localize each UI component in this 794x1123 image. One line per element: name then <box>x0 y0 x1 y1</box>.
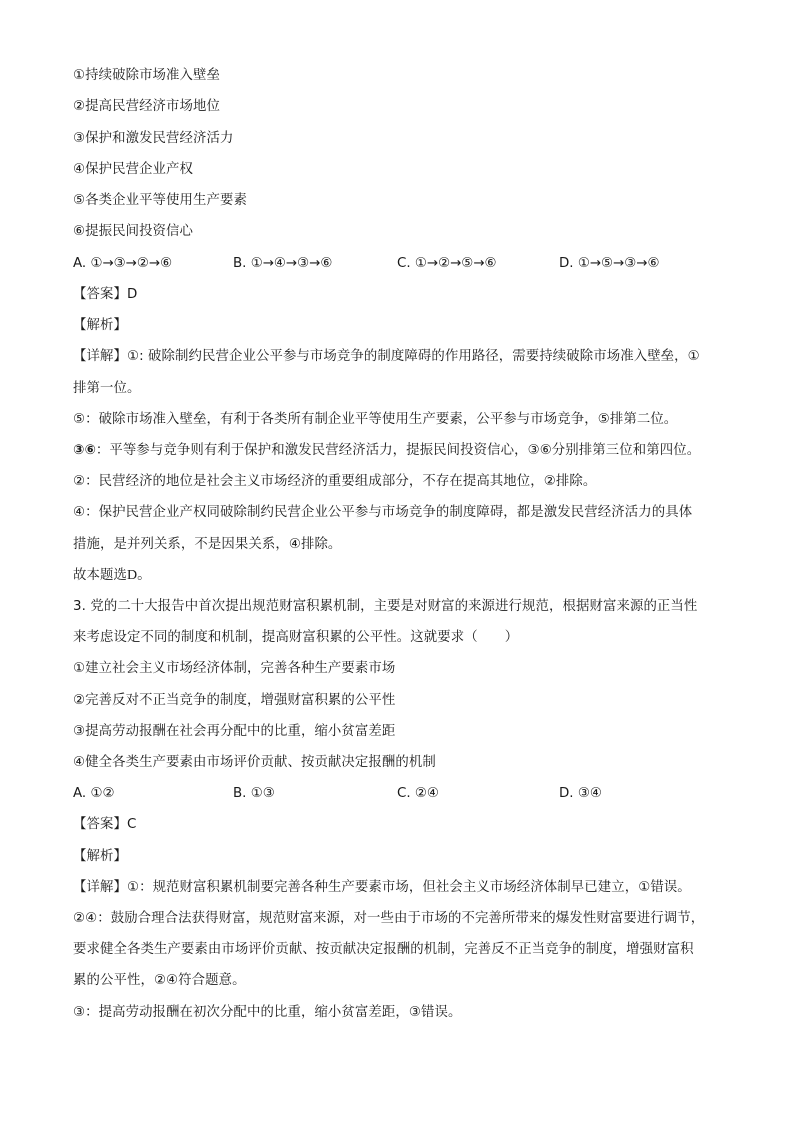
q2-item-4: ④保护民营企业产权 <box>73 162 194 177</box>
q3-analysis-heading: 【解析】 <box>73 849 127 864</box>
q2-option-d: D. ①→⑤→③→⑥ <box>559 256 660 271</box>
q3-answer-value: C <box>126 817 137 832</box>
q2-item-6: ⑥提振民间投资信心 <box>73 224 194 239</box>
q3-item-1: ①建立社会主义市场经济体制，完善各种生产要素市场 <box>73 661 396 676</box>
q2-conclusion <box>73 567 733 585</box>
q3-item-4: ④健全各类生产要素由市场评价贡献、按贡献决定报酬的机制 <box>73 755 436 770</box>
q2-detail-text-2: 排第一位。 <box>73 381 141 396</box>
q2-item-5: ⑤各类企业平等使用生产要素 <box>73 193 247 208</box>
q3-option-c: C. ②④ <box>397 786 439 801</box>
q2-detail-text-6: ④：保护民营企业产权同破除制约民营企业公平参与市场竞争的制度障碍，都是激发民营经济活力的具体 <box>73 505 693 520</box>
q2-detail-text-5: ②：民营经济的地位是社会主义市场经济的重要组成部分，不存在提高其地位，②排除。 <box>73 474 597 489</box>
q3-detail-text-1: ①：规范财富积累机制要完善各种生产要素市场，但社会主义市场经济体制早已建立，①错误。 <box>126 880 691 895</box>
q2-detail-text-3: ⑤：破除市场准入壁垒，有利于各类所有制企业平等使用生产要素，公平参与市场竞争，⑤排第二位。 <box>73 412 678 427</box>
q2-item-2: ②提高民营经济市场地位 <box>73 99 221 114</box>
q2-detail-marks: ③⑥ <box>73 443 96 458</box>
q3-answer-label: 【答案】 <box>73 817 127 832</box>
q3-answer <box>73 816 733 834</box>
q2-detail-text-1: ①: 破除制约民营企业公平参与市场竞争的制度障碍的作用路径，需要持续破除市场准入壁垒，① <box>126 349 700 364</box>
q2-detail-text-4: ：平等参与竞争则有利于保护和激发民营经济活力，提振民间投资信心，③⑥分别排第三位和第四位。 <box>95 443 701 458</box>
q3-detail-text-3: 要求健全各类生产要素由市场评价贡献、按贡献决定报酬的机制，完善反不正当竞争的制度，增强财富积 <box>73 942 694 957</box>
q3-stem-line-1: 3. 党的二十大报告中首次提出规范财富积累机制，主要是对财富的来源进行规范，根据财富来源的正当性 <box>73 599 698 614</box>
q3-detail-text-4: 累的公平性，②④符合题意。 <box>73 973 246 988</box>
q3-item-3: ③提高劳动报酬在社会再分配中的比重，缩小贫富差距 <box>73 724 396 739</box>
q3-stem-line-2: 来考虑设定不同的制度和机制，提高财富积累的公平性。这就要求（ ） <box>73 630 519 645</box>
q3-options <box>73 785 733 803</box>
q2-answer-value: D <box>126 287 138 302</box>
q2-item-1: ①持续破除市场准入壁垒 <box>73 68 221 83</box>
q3-option-d: D. ③④ <box>559 786 602 801</box>
q2-answer <box>73 286 733 304</box>
q2-conclusion-letter: D。 <box>126 568 152 583</box>
q2-option-b: B. ①→④→③→⑥ <box>233 256 333 271</box>
q3-detail-text-5: ③：提高劳动报酬在初次分配中的比重，缩小贫富差距，③错误。 <box>73 1005 462 1020</box>
q2-detail-text-7: 措施，是并列关系，不是因果关系，④排除。 <box>73 537 342 552</box>
q2-item-3: ③保护和激发民营经济活力 <box>73 131 234 146</box>
q3-detail-line <box>73 879 733 897</box>
q3-detail-text-2: ②④：鼓励合理合法获得财富，规范财富来源，对一些由于市场的不完善所带来的爆发性财富要进行调节， <box>73 911 705 926</box>
q3-item-2: ②完善反对不正当竞争的制度，增强财富积累的公平性 <box>73 693 396 708</box>
q2-conclusion-text: 故本题选 <box>73 568 127 583</box>
q2-option-c: C. ①→②→⑤→⑥ <box>397 256 497 271</box>
q3-detail-label: 【详解】 <box>73 880 127 895</box>
q2-options <box>73 255 733 273</box>
q2-answer-label: 【答案】 <box>73 287 127 302</box>
q2-option-a: A. ①→③→②→⑥ <box>73 256 173 271</box>
q2-detail-line <box>73 348 733 366</box>
q2-detail-label: 【详解】 <box>73 349 127 364</box>
q2-detail-line-4 <box>73 442 733 460</box>
q3-option-b: B. ①③ <box>233 786 275 801</box>
q3-option-a: A. ①② <box>73 786 115 801</box>
q2-analysis-heading: 【解析】 <box>73 318 127 333</box>
